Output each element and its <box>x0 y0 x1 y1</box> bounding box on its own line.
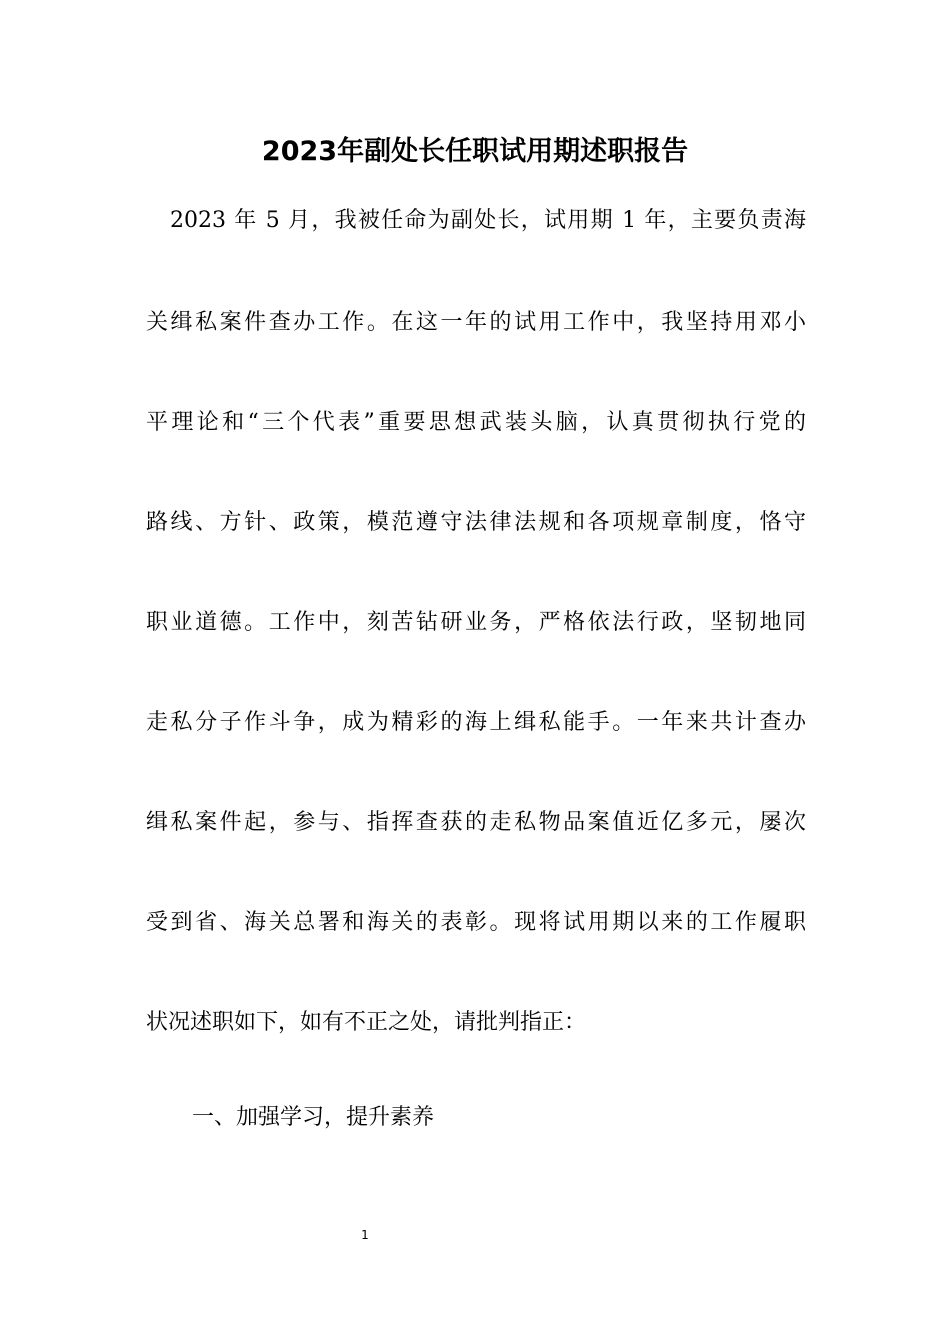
paragraph-line: 职业道德。工作中，刻苦钻研业务，严格依法行政，坚韧地同 <box>146 610 806 635</box>
paragraph-line: 路线、方针、政策，模范遵守法律法规和各项规章制度，恪守 <box>146 510 806 535</box>
page-number: 1 <box>361 1228 369 1242</box>
document-title: 2023年副处长任职试用期述职报告 <box>261 136 689 167</box>
paragraph-line: 平理论和“三个代表”重要思想武装头脑，认真贯彻执行党的 <box>146 410 806 435</box>
paragraph-line: 走私分子作斗争，成为精彩的海上缉私能手。一年来共计查办 <box>146 710 806 735</box>
paragraph-line: 状况述职如下，如有不正之处，请批判指正： <box>146 1010 587 1035</box>
paragraph-line: 关缉私案件查办工作。在这一年的试用工作中，我坚持用邓小 <box>146 310 806 335</box>
paragraph-line: 缉私案件起，参与、指挥查获的走私物品案值近亿多元，屡次 <box>146 810 806 835</box>
paragraph-line: 受到省、海关总署和海关的表彰。现将试用期以来的工作履职 <box>146 910 806 935</box>
section-heading: 一、加强学习，提升素养 <box>192 1105 435 1130</box>
paragraph-line: 2023 年 5 月，我被任命为副处长，试用期 1 年，主要负责海 <box>170 208 806 233</box>
